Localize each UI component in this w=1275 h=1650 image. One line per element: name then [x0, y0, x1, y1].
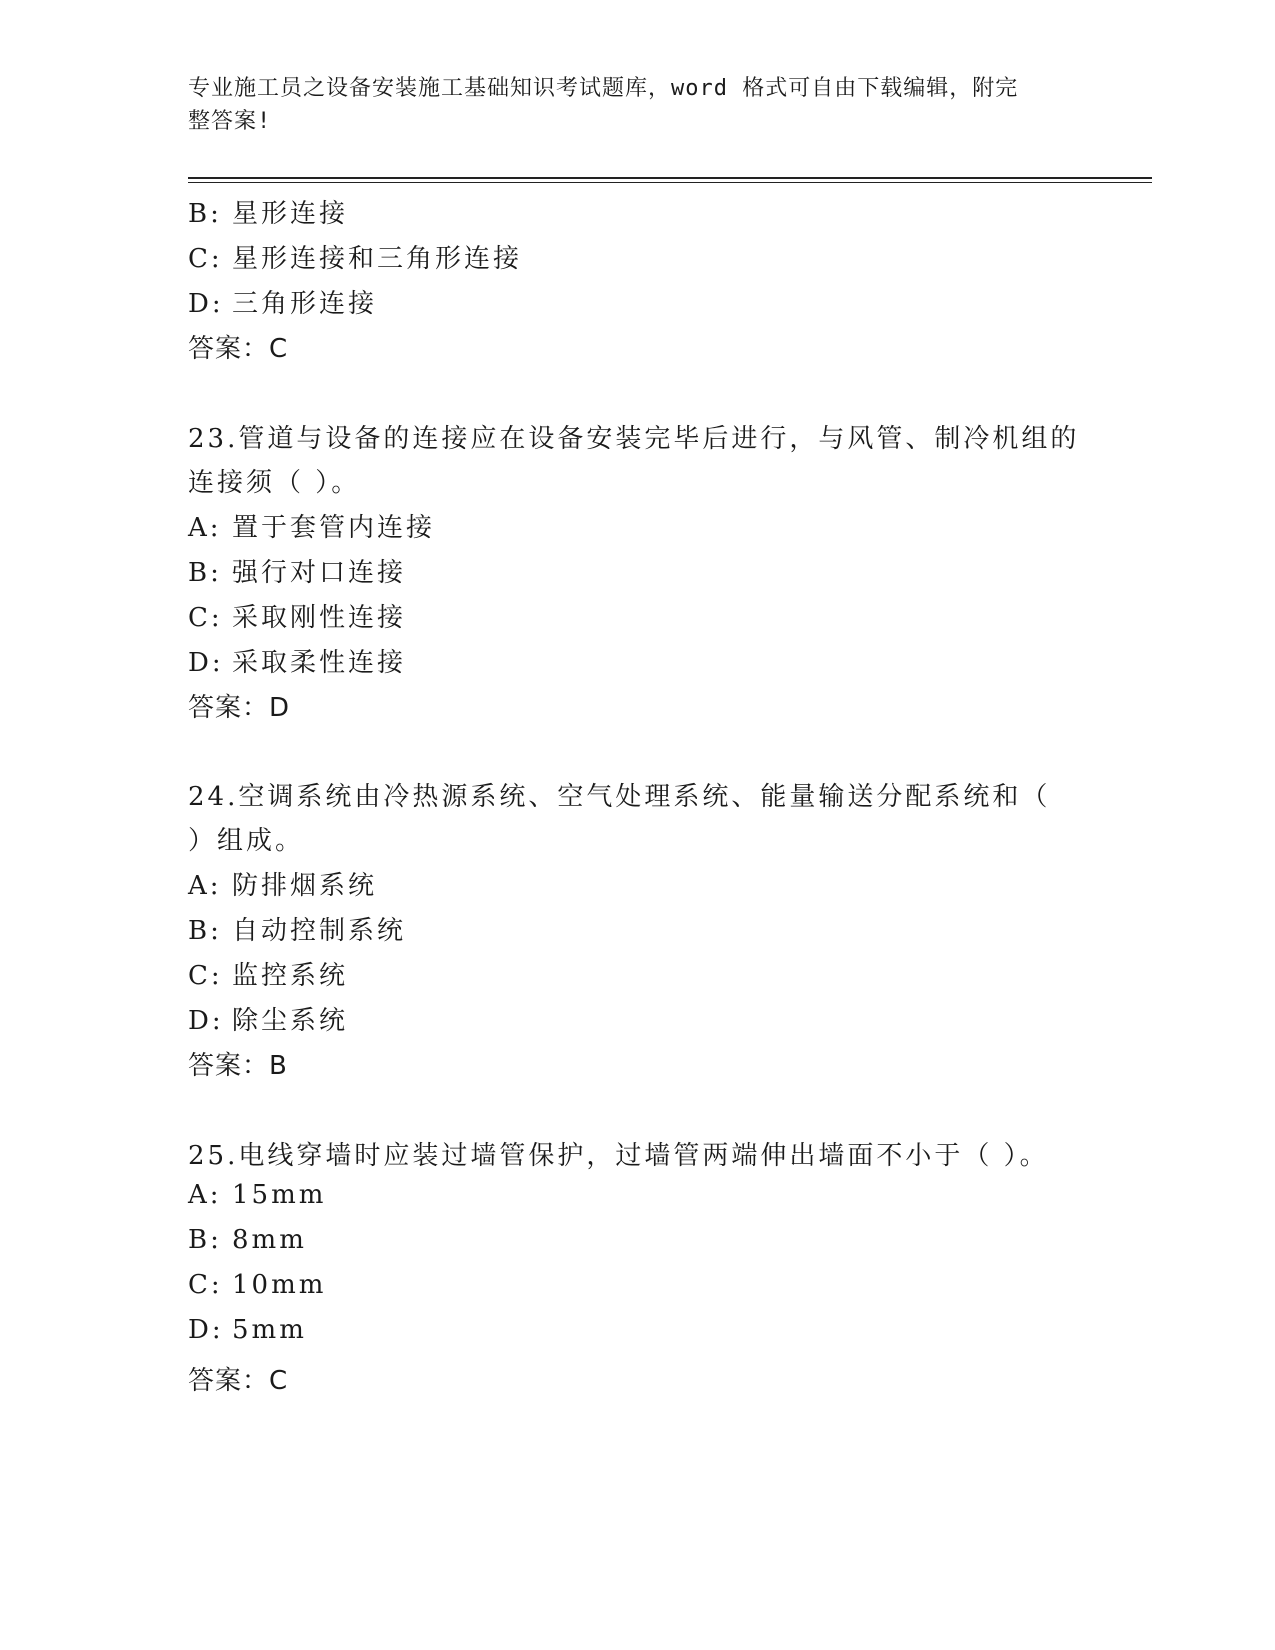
answer-text: 答案：D — [188, 693, 291, 723]
option-label: D: — [188, 289, 224, 319]
option-label: D: — [188, 648, 224, 678]
option-label: D: — [188, 1315, 224, 1345]
option-label: B: — [188, 916, 222, 946]
option-text: 采取刚性连接 — [232, 603, 407, 633]
option-label: B: — [188, 558, 222, 588]
option-text: 置于套管内连接 — [232, 513, 436, 543]
option-text: 8mm — [232, 1225, 307, 1255]
header-divider-thin — [188, 182, 1152, 183]
option-text: 采取柔性连接 — [232, 648, 407, 678]
option-text: 强行对口连接 — [232, 558, 407, 588]
option-text: 三角形连接 — [232, 289, 378, 319]
option-label: A: — [188, 513, 222, 543]
option-row — [188, 1315, 307, 1345]
option-text: 监控系统 — [232, 961, 349, 991]
question-stem: 24.空调系统由冷热源系统、空气处理系统、能量输送分配系统和（ — [188, 782, 1051, 812]
header-line-1: 专业施工员之设备安装施工基础知识考试题库，word 格式可自由下载编辑，附完 — [188, 76, 1019, 101]
option-label: C: — [188, 244, 223, 274]
option-text: 5mm — [232, 1315, 307, 1345]
option-text: 10mm — [232, 1270, 327, 1300]
option-row — [188, 1000, 348, 1037]
option-row — [188, 238, 522, 275]
option-row — [188, 507, 435, 544]
option-label: C: — [188, 1270, 223, 1300]
option-label: A: — [188, 871, 222, 901]
header-line-2: 整答案! — [188, 109, 272, 134]
option-text: 星形连接 — [232, 199, 349, 229]
option-text: 防排烟系统 — [232, 871, 378, 901]
option-row — [188, 1270, 326, 1300]
question-stem-cont: 连接须（ ）。 — [188, 468, 361, 498]
option-label: C: — [188, 961, 223, 991]
option-row — [188, 865, 377, 902]
option-row — [188, 1180, 326, 1210]
option-label: D: — [188, 1006, 224, 1036]
option-label: C: — [188, 603, 223, 633]
option-row — [188, 552, 406, 589]
header-divider-thick — [188, 177, 1152, 179]
option-text: 除尘系统 — [232, 1006, 349, 1036]
option-label: B: — [188, 1225, 222, 1255]
question-stem: 25.电线穿墙时应装过墙管保护，过墙管两端伸出墙面不小于（ ）。 — [188, 1141, 1049, 1171]
option-text: 星形连接和三角形连接 — [232, 244, 523, 274]
document-header — [188, 72, 1068, 138]
option-row — [188, 597, 406, 634]
option-row — [188, 1225, 307, 1255]
answer-text: 答案：B — [188, 1051, 288, 1081]
answer-text: 答案：C — [188, 334, 289, 364]
option-row — [188, 283, 377, 320]
option-label: A: — [188, 1180, 222, 1210]
option-row — [188, 955, 348, 992]
question-stem-cont: ）组成。 — [188, 826, 305, 856]
option-text: 自动控制系统 — [232, 916, 407, 946]
question-stem: 23.管道与设备的连接应在设备安装完毕后进行，与风管、制冷机组的 — [188, 424, 1080, 454]
option-row — [188, 910, 406, 947]
answer-text: 答案：C — [188, 1366, 289, 1396]
option-text: 15mm — [232, 1180, 327, 1210]
option-row — [188, 642, 406, 679]
option-row — [188, 193, 348, 230]
option-label: B: — [188, 199, 222, 229]
